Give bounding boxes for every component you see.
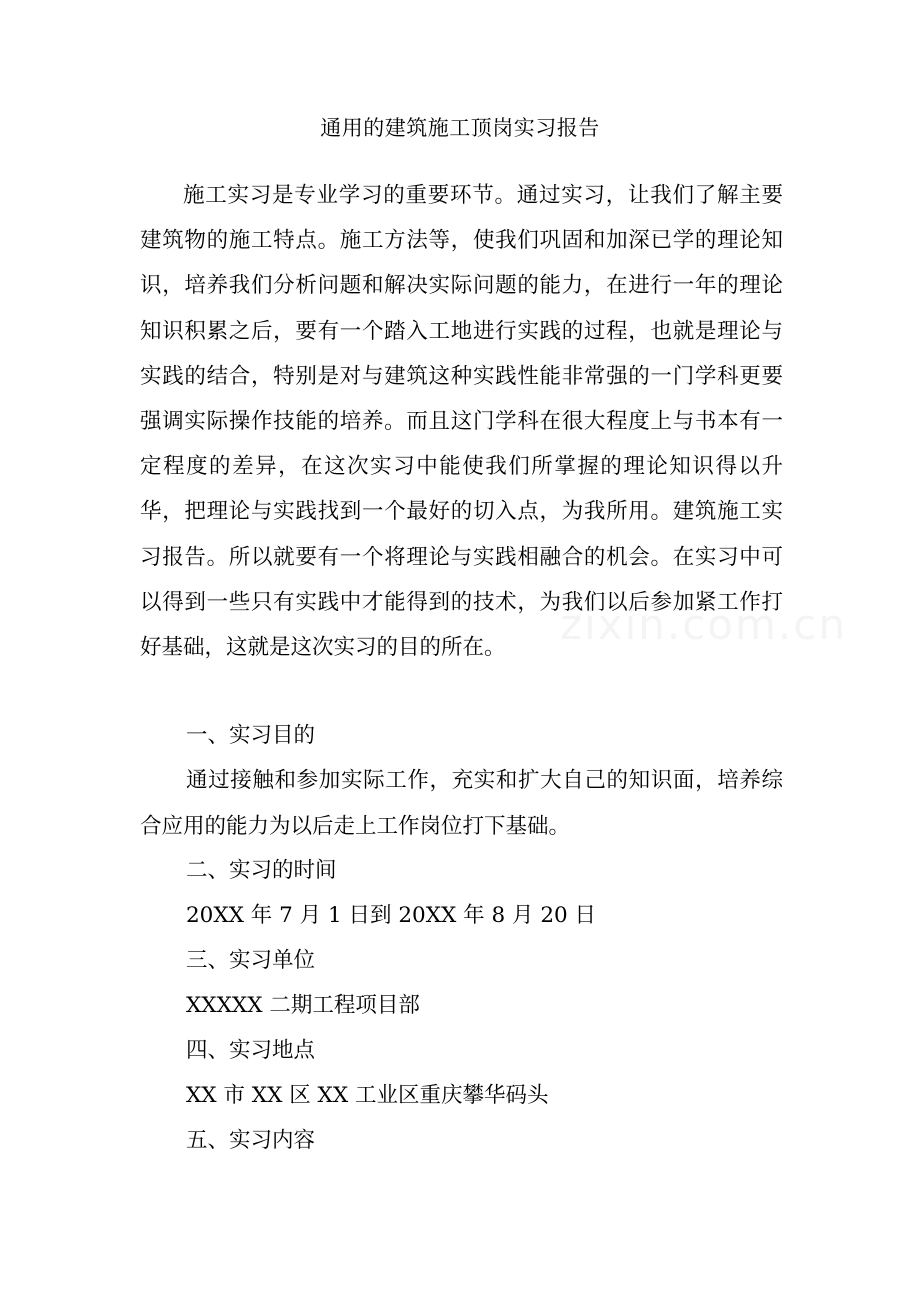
section-heading-location: 四、实习地点 <box>186 1038 316 1063</box>
section-heading-content: 五、实习内容 <box>186 1128 316 1153</box>
watermark: zixin.com.cn <box>560 600 847 649</box>
section-heading-purpose: 一、实习目的 <box>186 723 316 748</box>
section-body-unit: XXXXX 二期工程项目部 <box>186 993 420 1018</box>
section-body-purpose: 通过接触和参加实际工作，充实和扩大自己的知识面，培养综合应用的能力为以后走上工作岗位打下基础。 <box>140 768 783 839</box>
section-heading-time: 二、实习的时间 <box>186 858 337 883</box>
intro-paragraph: 施工实习是专业学习的重要环节。通过实习，让我们了解主要建筑物的施工特点。施工方法等，使我们巩固和加深已学的理论知识，培养我们分析问题和解决实际问题的能力，在进行一年的理论知识积累之后，要有一个踏入工地进行实践的过程，也就是理论与实践的结合，特别是对与建筑这种实践性能非常强的一门学科更要强调实际操作技能的培养。而且这门学科在很大程度上与书本有一定程度的差异，在这次实习中能使我们所掌握的理论知识得以升华，把理论与实践找到一个最好的切入点，为我所用。建筑施工实习报告。所以就要有一个将理论与实践相融合的机会。在实习中可以得到一些只有实践中才能得到的技术，为我们以后参加紧工作打好基础，这就是这次实习的目的所在。 <box>140 183 783 661</box>
section-body-time: 20XX 年 7 月 1 日到 20XX 年 8 月 20 日 <box>186 903 597 928</box>
document-title: 通用的建筑施工顶岗实习报告 <box>320 116 600 140</box>
section-heading-unit: 三、实习单位 <box>186 948 316 973</box>
section-body-location: XX 市 XX 区 XX 工业区重庆攀华码头 <box>186 1083 549 1108</box>
